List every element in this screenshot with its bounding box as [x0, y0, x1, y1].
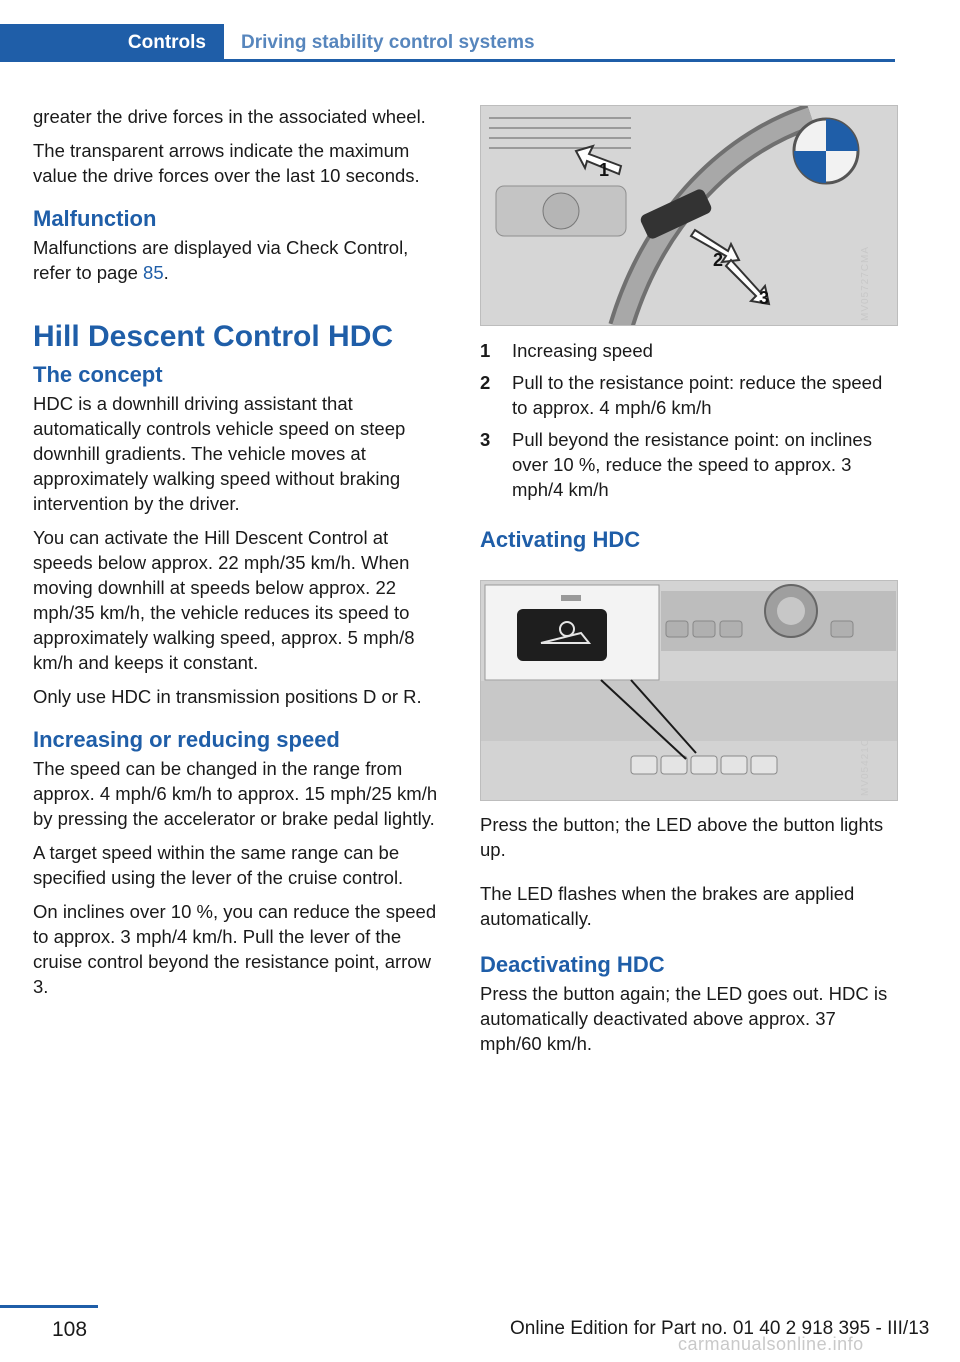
- steering-lever-figure: [480, 105, 898, 326]
- page-number: 108: [52, 1318, 88, 1341]
- paragraph: A target speed within the same range can be specified using the lever of the cruise control.: [33, 842, 404, 888]
- steps-list: [480, 338, 900, 502]
- edition-note: Online Edition for Part no. 01 40 2 918 395 - III/13: [510, 1318, 930, 1339]
- header-section: Controls: [127, 32, 206, 53]
- steering-lever-illustration: [481, 106, 898, 326]
- figure-code: MV05421CMA: [859, 720, 871, 796]
- list-number: 1: [480, 340, 491, 361]
- paragraph: HDC is a downhill driving assistant that automatically controls vehicle speed on steep downhill gradients. The vehicle moves at approximately walking speed without braking intervention by the driver.: [33, 393, 406, 514]
- watermark: carmanualsonline.info: [678, 1334, 864, 1354]
- right-column-top: [480, 338, 900, 556]
- concept-heading: The concept: [33, 362, 163, 387]
- list-text: Increasing speed: [512, 340, 653, 361]
- list-item: [480, 370, 900, 420]
- malfunction-text: Malfunctions are displayed via Check Control, refer to page: [33, 237, 409, 283]
- header-topic-bar: [224, 24, 895, 62]
- hdc-button-figure: [480, 580, 898, 801]
- list-item: [480, 427, 900, 502]
- svg-text:1: 1: [599, 160, 610, 180]
- malfunction-paragraph: Malfunctions are displayed via Check Control, refer to page 85.: [33, 237, 409, 283]
- activating-heading: Activating HDC: [480, 527, 641, 552]
- header-topic: Driving stability control systems: [241, 32, 535, 53]
- paragraph: Only use HDC in transmission positions D or R.: [33, 686, 422, 707]
- page-reference-link[interactable]: 85: [143, 262, 164, 283]
- right-column-bottom: [480, 812, 900, 1065]
- deactivating-heading: Deactivating HDC: [480, 952, 665, 977]
- left-column: [33, 104, 448, 1008]
- paragraph: greater the drive forces in the associated wheel.: [33, 106, 426, 127]
- hdc-button-illustration: [481, 581, 898, 801]
- list-number: 3: [480, 429, 491, 450]
- list-number: 2: [480, 372, 491, 393]
- paragraph: Press the button again; the LED goes out. HDC is automatically deactivated above approx. 37 mph/60 km/h.: [480, 983, 888, 1054]
- svg-text:2: 2: [713, 250, 724, 270]
- figure-code: MV05727CMA: [859, 245, 871, 321]
- list-text: Pull to the resistance point: reduce the speed to approx. 4 mph/6 km/h: [512, 372, 883, 418]
- list-item: [480, 338, 900, 363]
- svg-text:3: 3: [759, 288, 770, 308]
- paragraph: The transparent arrows indicate the maximum value the drive forces over the last 10 seconds.: [33, 140, 420, 186]
- paragraph: The LED flashes when the brakes are applied automatically.: [480, 883, 855, 929]
- list-text: Pull beyond the resistance point: on inclines over 10 %, reduce the speed to approx. 3 mph/4 km/h: [512, 429, 872, 500]
- paragraph: On inclines over 10 %, you can reduce the speed to approx. 3 mph/4 km/h. Pull the lever of the cruise control beyond the resistance point, arrow 3.: [33, 901, 437, 997]
- paragraph: The speed can be changed in the range from approx. 4 mph/6 km/h to approx. 15 mph/25 km/h by pressing the accelerator or brake pedal lightly.: [33, 758, 438, 829]
- footer-rule: [0, 1305, 98, 1308]
- malfunction-heading: Malfunction: [33, 206, 157, 231]
- hdc-heading: Hill Descent Control HDC: [33, 320, 394, 353]
- paragraph: Press the button; the LED above the button lights up.: [480, 814, 884, 860]
- paragraph: You can activate the Hill Descent Control at speeds below approx. 22 mph/35 km/h. When moving downhill at speeds below approx. 22 mph/35 km/h, the vehicle reduces its speed to approximately walking speed, approx. 5 mph/8 km/h and keeps it constant.: [33, 527, 415, 673]
- header-section-tab: [0, 24, 224, 62]
- speed-heading: Increasing or reducing speed: [33, 727, 340, 752]
